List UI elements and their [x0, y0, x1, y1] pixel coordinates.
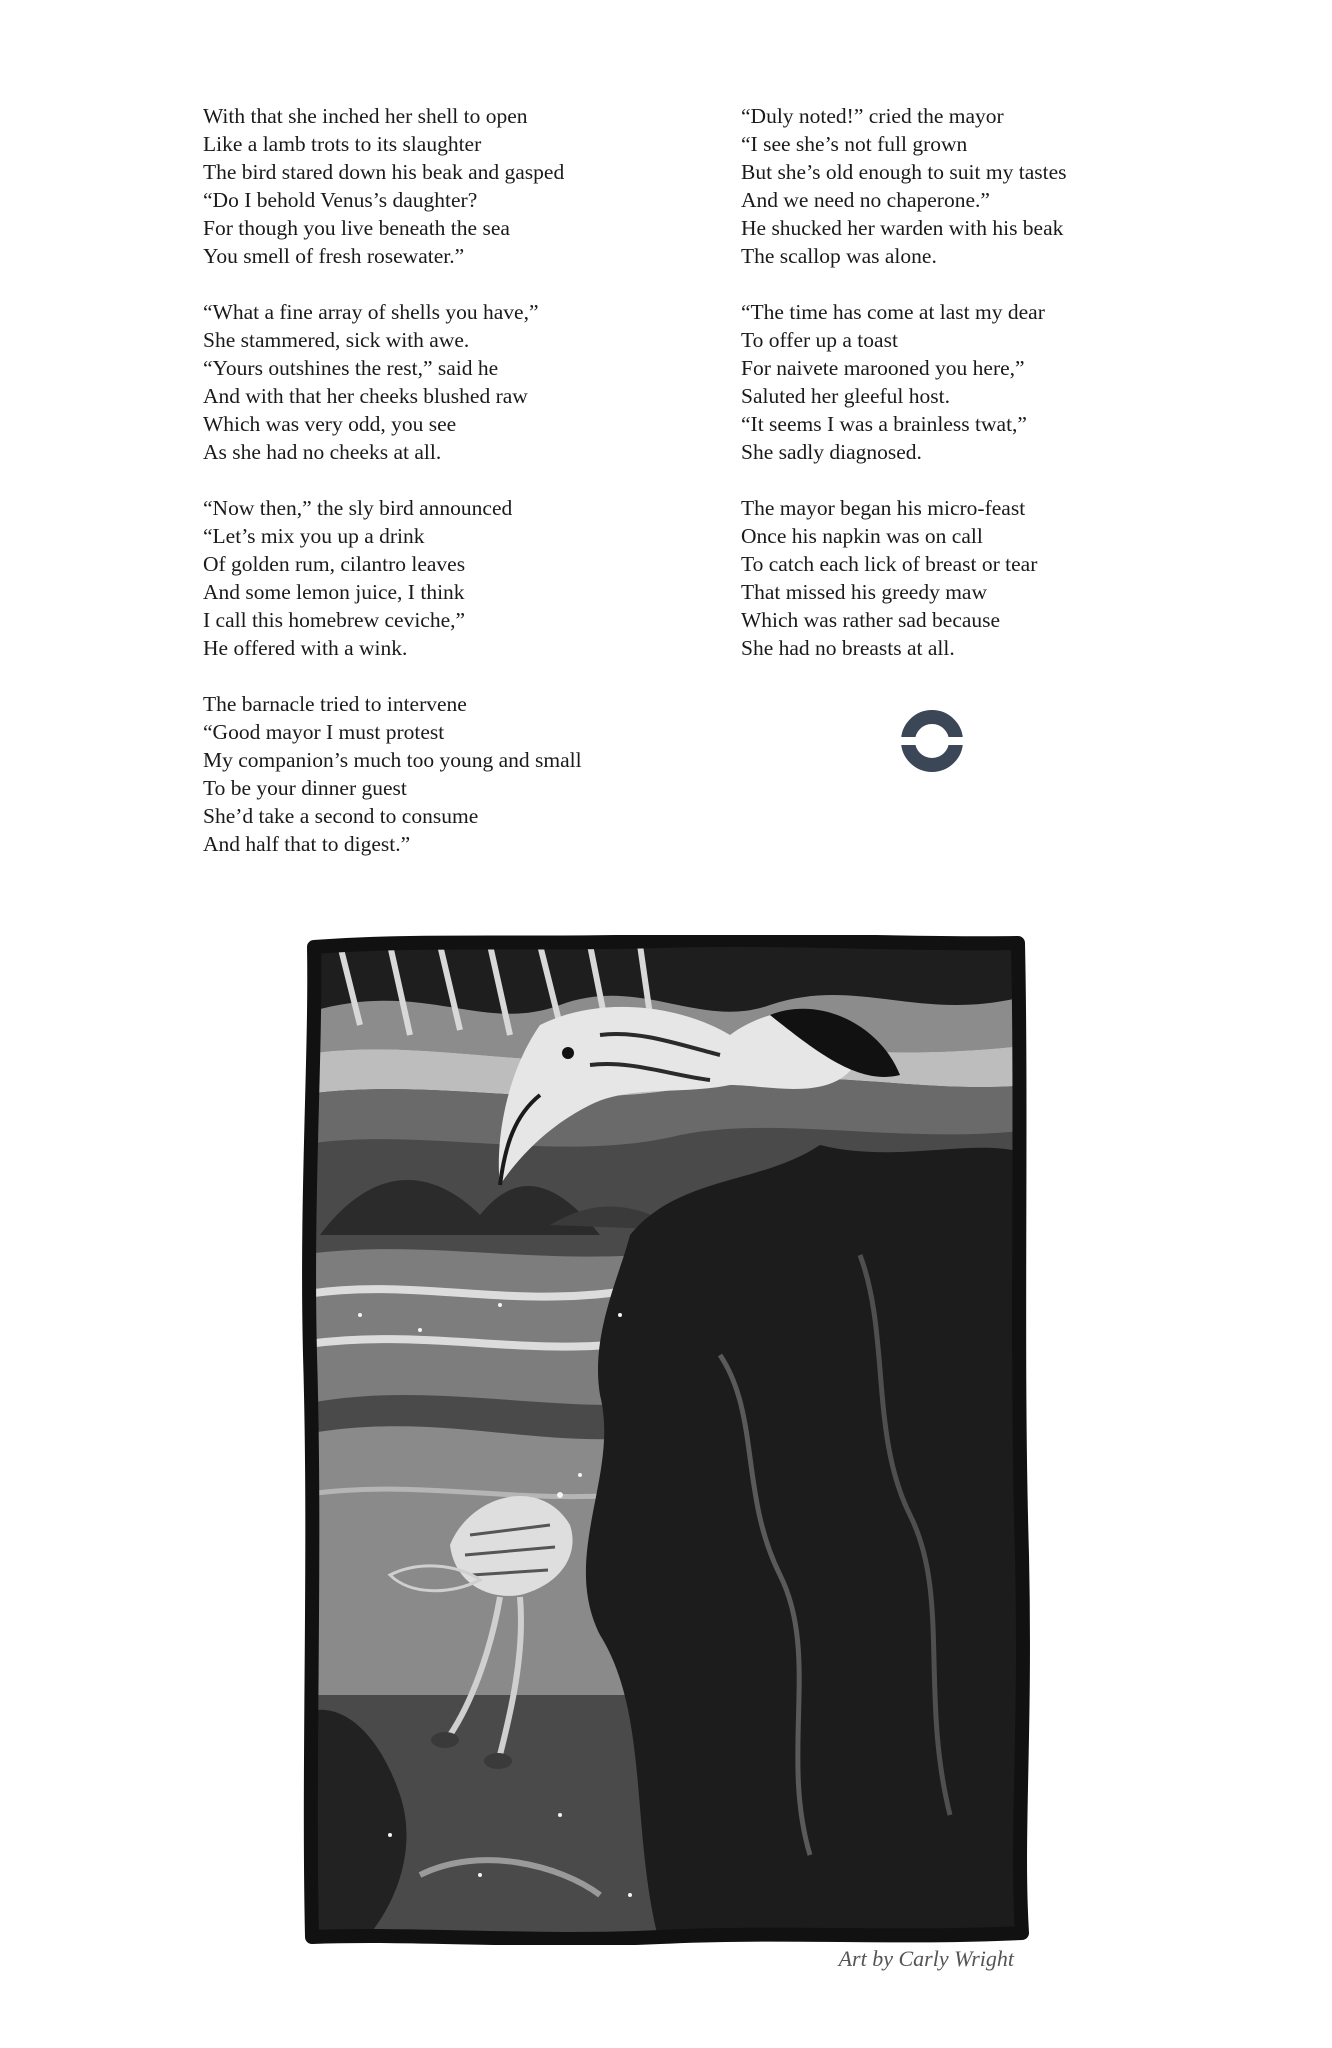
stanza: [203, 494, 643, 662]
poem-line: And we need no chaperone.”: [741, 188, 990, 212]
poem-line: “The time has come at last my dear: [741, 300, 1045, 324]
poem-line: “Yours outshines the rest,” said he: [203, 356, 499, 380]
poem-line: She’d take a second to consume: [203, 804, 479, 828]
poem-line: And some lemon juice, I think: [203, 580, 465, 604]
poem-line: The bird stared down his beak and gasped: [203, 160, 565, 184]
poem-line: “Good mayor I must protest: [203, 720, 445, 744]
illustration-scene: [300, 935, 1030, 1945]
poem-column-right: [741, 102, 1181, 662]
poem-line: “What a fine array of shells you have,”: [203, 300, 539, 324]
poem-line: And half that to digest.”: [203, 832, 411, 856]
poem-line: And with that her cheeks blushed raw: [203, 384, 528, 408]
poem-line: “It seems I was a brainless twat,”: [741, 412, 1027, 436]
stanza: [203, 298, 643, 466]
poem-line: She stammered, sick with awe.: [203, 328, 470, 352]
poem-line: I call this homebrew ceviche,”: [203, 608, 466, 632]
stanza: [203, 102, 643, 270]
art-credit: Art by Carly Wright: [838, 1946, 1014, 1971]
poem-line: “Now then,” the sly bird announced: [203, 496, 513, 520]
poem-line: Once his napkin was on call: [741, 524, 983, 548]
poem-line: Saluted her gleeful host.: [741, 384, 950, 408]
poem-line: She had no breasts at all.: [741, 636, 955, 660]
stanza: [741, 494, 1181, 662]
poem-line: To offer up a toast: [741, 328, 898, 352]
poem-line: Like a lamb trots to its slaughter: [203, 132, 482, 156]
poem-line: For though you live beneath the sea: [203, 216, 510, 240]
poem-line: “I see she’s not full grown: [741, 132, 968, 156]
poem-line: The scallop was alone.: [741, 244, 937, 268]
stanza: [203, 690, 643, 858]
poem-line: You smell of fresh rosewater.”: [203, 244, 465, 268]
poem-line: The barnacle tried to intervene: [203, 692, 467, 716]
stanza: [741, 298, 1181, 466]
poem-line: With that she inched her shell to open: [203, 104, 528, 128]
poem-line: For naivete marooned you here,”: [741, 356, 1025, 380]
poem-line: But she’s old enough to suit my tastes: [741, 160, 1067, 184]
poem-line: Which was rather sad because: [741, 608, 1001, 632]
poem-line: That missed his greedy maw: [741, 580, 988, 604]
poem-line: The mayor began his micro-feast: [741, 496, 1026, 520]
seabird-and-scallop-illustration: [300, 935, 1030, 1945]
stanza: [741, 102, 1181, 270]
poem-line: He offered with a wink.: [203, 636, 408, 660]
poem-line: My companion’s much too young and small: [203, 748, 582, 772]
poem-line: Which was very odd, you see: [203, 412, 457, 436]
circle-ring-icon: [898, 707, 966, 775]
poem-line: He shucked her warden with his beak: [741, 216, 1064, 240]
poem-line: As she had no cheeks at all.: [203, 440, 442, 464]
poem-line: To catch each lick of breast or tear: [741, 552, 1038, 576]
poem-line: She sadly diagnosed.: [741, 440, 922, 464]
poem-line: “Do I behold Venus’s daughter?: [203, 188, 478, 212]
poem-line: “Let’s mix you up a drink: [203, 524, 425, 548]
poem-column-left: [203, 102, 643, 858]
poem-line: “Duly noted!” cried the mayor: [741, 104, 1004, 128]
poem-line: Of golden rum, cilantro leaves: [203, 552, 466, 576]
poem-line: To be your dinner guest: [203, 776, 407, 800]
